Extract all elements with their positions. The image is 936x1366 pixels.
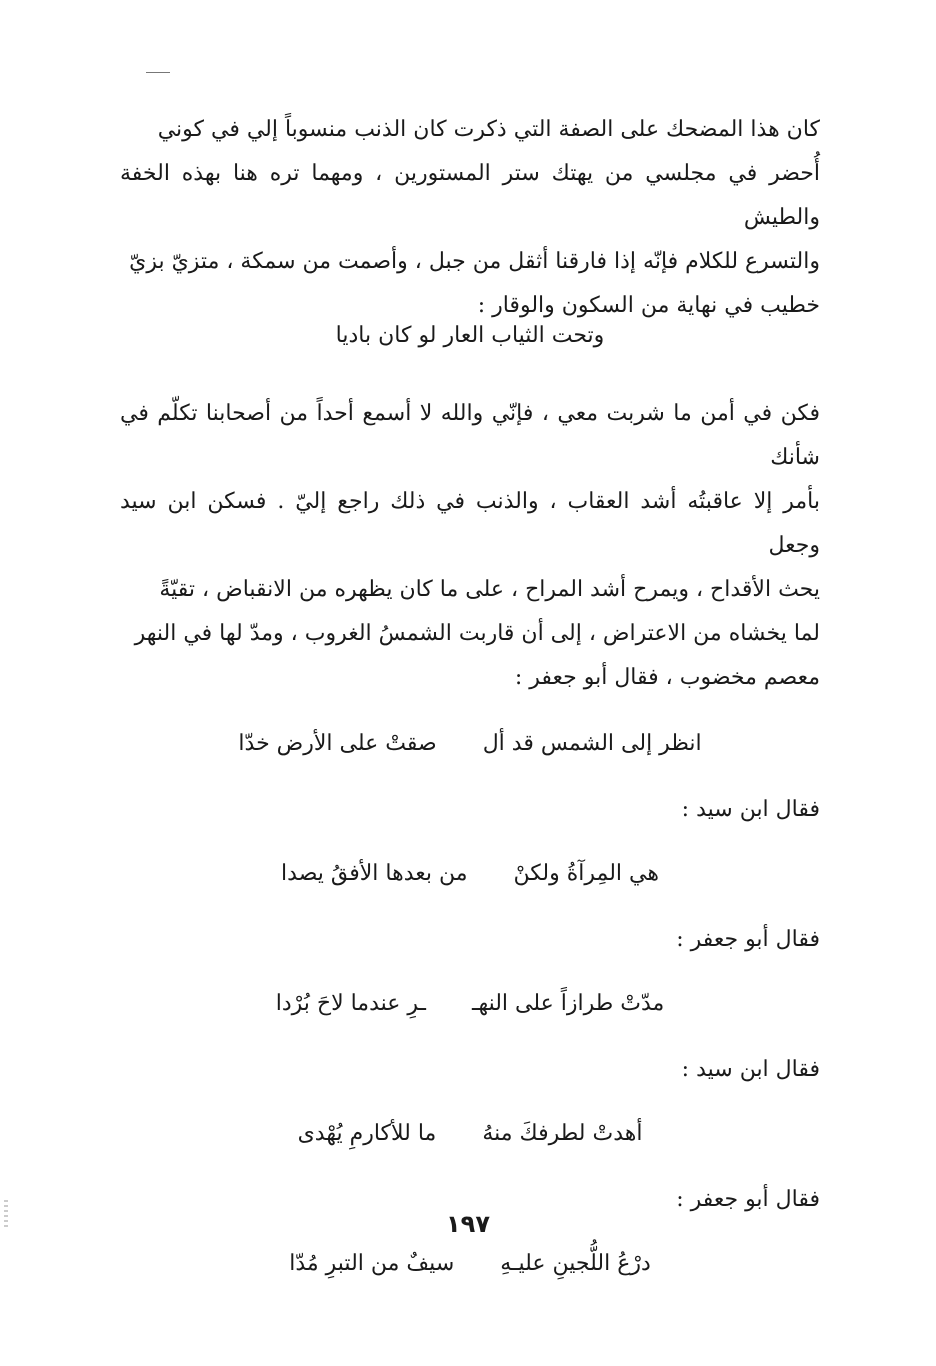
verse-1 — [120, 724, 820, 764]
speaker-line: فقال أبو جعفر : — [676, 1187, 820, 1212]
verse-3-second-hemistich: ـرِ عندما لاحَ بُرْدا — [275, 991, 426, 1016]
verse-1-first-hemistich: انظر إلى الشمس قد أل — [482, 731, 702, 756]
verse-4-first-hemistich: أهدتْ لطرفكَ منهُ — [482, 1121, 643, 1146]
verse-2 — [120, 854, 820, 894]
verse-4-second-hemistich: ما للأكارمِ يُهْدى — [297, 1121, 437, 1146]
paragraph-1-line: كان هذا المضحك على الصفة التي ذكرت كان الذنب منسوباً إلي في كوني — [157, 117, 820, 142]
page-number: ١٩٧ — [446, 1210, 490, 1238]
speaker-line: فقال أبو جعفر : — [676, 927, 820, 952]
verse-4 — [120, 1114, 820, 1154]
verse-5-first-hemistich: درْعُ اللُّجينِ عليـهِ — [500, 1251, 651, 1276]
verse-5-second-hemistich: سيفٌ من التبرِ مُدّا — [289, 1251, 455, 1276]
paragraph-2-line: بأمر إلا عاقبتُه أشد العقاب ، والذنب في ذلك راجع إليّ . فسكن ابن سيد وجعل — [120, 489, 820, 558]
verse-2-first-hemistich: هي المِرآةُ ولكنْ — [513, 861, 659, 886]
speaker-line: فقال ابن سيد : — [681, 1057, 820, 1082]
verse-3 — [120, 984, 820, 1024]
paragraph-2-line: فكن في أمن ما شربت معي ، فإنّي والله لا أسمع أحداً من أصحابنا تكلّم في شأنك — [120, 401, 820, 470]
corner-mark — [146, 72, 170, 73]
verse-3-first-hemistich: مدّتْ طرازاً على النهـ — [472, 991, 665, 1016]
verse-1-second-hemistich: صقتْ على الأرض خدّا — [238, 731, 437, 756]
paragraph-1-line: والتسرع للكلام فإنّه إذا فارقنا أثقل من جبل ، وأصمت من سمكة ، متزيّ بزيّ — [129, 249, 820, 274]
speaker-line: فقال ابن سيد : — [681, 797, 820, 822]
paragraph-2-line: لما يخشاه من الاعتراض ، إلى أن قاربت الشمسُ الغروب ، ومدّ لها في النهر — [134, 621, 820, 646]
paragraph-1-line: خطيب في نهاية من السكون والوقار : — [477, 293, 820, 318]
paragraph-2-line: يحث الأقداح ، ويمرح أشد المراح ، على ما كان يظهره من الانقباض ، تقيّةً — [159, 577, 820, 602]
verse-2-second-hemistich: من بعدها الأفقُ يصدا — [281, 861, 468, 886]
paragraph-1 — [120, 108, 820, 318]
paragraph-2 — [120, 392, 820, 700]
page-body — [120, 108, 820, 1284]
verse-5 — [120, 1244, 820, 1284]
paragraph-1-line: أُحضر في مجلسي من يهتك ستر المستورين ، ومهما تره هنا بهذه الخفة والطيش — [120, 161, 820, 230]
quoted-verse-line: وتحت الثياب العار لو كان باديا — [335, 323, 605, 348]
paragraph-2-line: معصم مخضوب ، فقال أبو جعفر : — [514, 665, 820, 690]
